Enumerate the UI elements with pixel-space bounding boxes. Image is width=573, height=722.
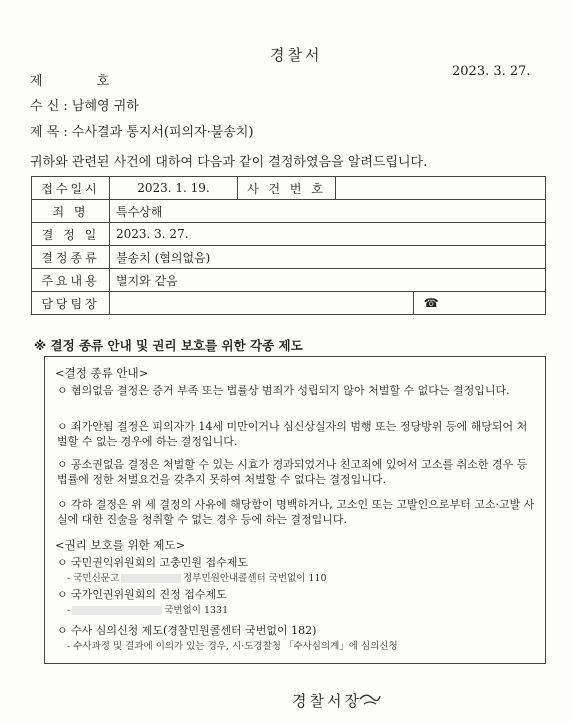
- document-number: [30, 70, 111, 89]
- officer-value: [110, 292, 414, 315]
- guide-text: 각하 결정은 위 세 결정의 사유에 해당함이 명백하거나, 고소인 또는 고발인으로부터 고소·고발 사실에 대한 진술을 청취할 수 없는 경우 등에 하는 결정입니다.: [57, 498, 535, 526]
- result-table: [31, 176, 546, 315]
- redacted-area: [121, 574, 181, 583]
- content-value: 별지와 같음: [110, 269, 546, 292]
- bullet-icon: ㅇ: [57, 420, 68, 433]
- table-row: [32, 200, 546, 223]
- number-label: 제: [30, 74, 45, 89]
- content-label: 주요내용: [32, 269, 110, 292]
- rights-item-2-sub: - 국번없이 1331: [67, 605, 229, 616]
- rights-item: [57, 623, 535, 638]
- list-item: [57, 457, 535, 487]
- redacted-area: [72, 606, 162, 615]
- issuer-name: 경찰서장: [292, 692, 362, 710]
- decision-date-label: 결 정 일: [32, 223, 110, 246]
- table-row: [32, 246, 546, 269]
- phone-value: [449, 292, 546, 315]
- bullet-icon: ㅇ: [57, 498, 68, 511]
- bullet-icon: ㅇ: [57, 384, 68, 397]
- guide-text: 혐의없음 결정은 증거 부족 또는 법률상 범죄가 성립되지 않아 처벌할 수 없다는 결정입니다.: [71, 384, 510, 397]
- rights-title: <권리 보호를 위한 제도>: [55, 538, 186, 552]
- decision-type-label: 결정종류: [32, 246, 110, 269]
- rights-item: [57, 587, 535, 602]
- guide-box: [44, 356, 546, 664]
- seal-mark-icon: [358, 690, 382, 708]
- list-item: [57, 383, 535, 398]
- notice-title: ※ 결정 종류 안내 및 권리 보호를 위한 각종 제도: [34, 338, 303, 353]
- table-row: [32, 223, 546, 246]
- table-row: [32, 269, 546, 292]
- recipient-line: 수 신 : 남혜영 귀하: [30, 99, 139, 114]
- number-value: 호: [96, 74, 112, 89]
- case-number-value: [336, 177, 546, 200]
- table-row: [32, 292, 546, 315]
- decision-date-value: 2023. 3. 27.: [110, 223, 546, 246]
- charge-value: 특수상해: [110, 200, 546, 223]
- rights-item-1: 국민권익위원회의 고충민원 접수제도: [71, 556, 249, 569]
- officer-label: 담당팀장: [32, 292, 110, 315]
- rights-item-1-sub: - 국민신문고 정부민원안내콜센터 국번없이 110: [67, 573, 327, 584]
- case-number-label: 사 건 번 호: [238, 177, 336, 200]
- rights-item-3: 수사 심의신청 제도(경찰민원콜센터 국번없이 182): [71, 624, 317, 637]
- subject-line: 제 목 : 수사결과 통지서(피의자·불송치): [30, 125, 254, 140]
- list-item: [57, 497, 535, 527]
- document-date: 2023. 3. 27.: [452, 64, 531, 79]
- guide-text: 공소권없음 결정은 처벌할 수 있는 시효가 경과되었거나 친고죄에 있어서 고소를 취소한 경우 등 법률에 정한 처벌요건을 갖추지 못하여 처벌할 수 없다는 결정입니다.: [57, 458, 528, 486]
- phone-icon: ☎: [414, 292, 449, 315]
- list-item: [57, 419, 535, 449]
- guide-text: 죄가안됨 결정은 피의자가 14세 미만이거나 심신상실자의 범행 또는 정당방위 등에 해당되어 처벌할 수 없는 경우에 하는 결정입니다.: [57, 420, 528, 448]
- decision-type-value: 불송치 (혐의없음): [110, 246, 546, 269]
- document-title: 경찰서: [270, 46, 323, 64]
- decision-guide-title: <결정 종류 안내>: [55, 366, 149, 380]
- received-label: 접수일시: [32, 177, 110, 200]
- rights-item-3-sub: - 수사과정 및 결과에 이의가 있는 경우, 시·도경찰청 「수사심의계」에 심의신청: [67, 641, 398, 652]
- rights-item-2: 국가인권위원회의 진정 접수제도: [71, 588, 227, 601]
- bullet-icon: ㅇ: [57, 624, 68, 637]
- bullet-icon: ㅇ: [57, 556, 68, 569]
- charge-label: 죄 명: [32, 200, 110, 223]
- table-row: [32, 177, 546, 200]
- bullet-icon: ㅇ: [57, 458, 68, 471]
- bullet-icon: ㅇ: [57, 588, 68, 601]
- intro-text: 귀하와 관련된 사건에 대하여 다음과 같이 결정하였음을 알려드립니다.: [30, 155, 428, 170]
- rights-item: [57, 555, 535, 570]
- received-value: 2023. 1. 19.: [110, 177, 238, 200]
